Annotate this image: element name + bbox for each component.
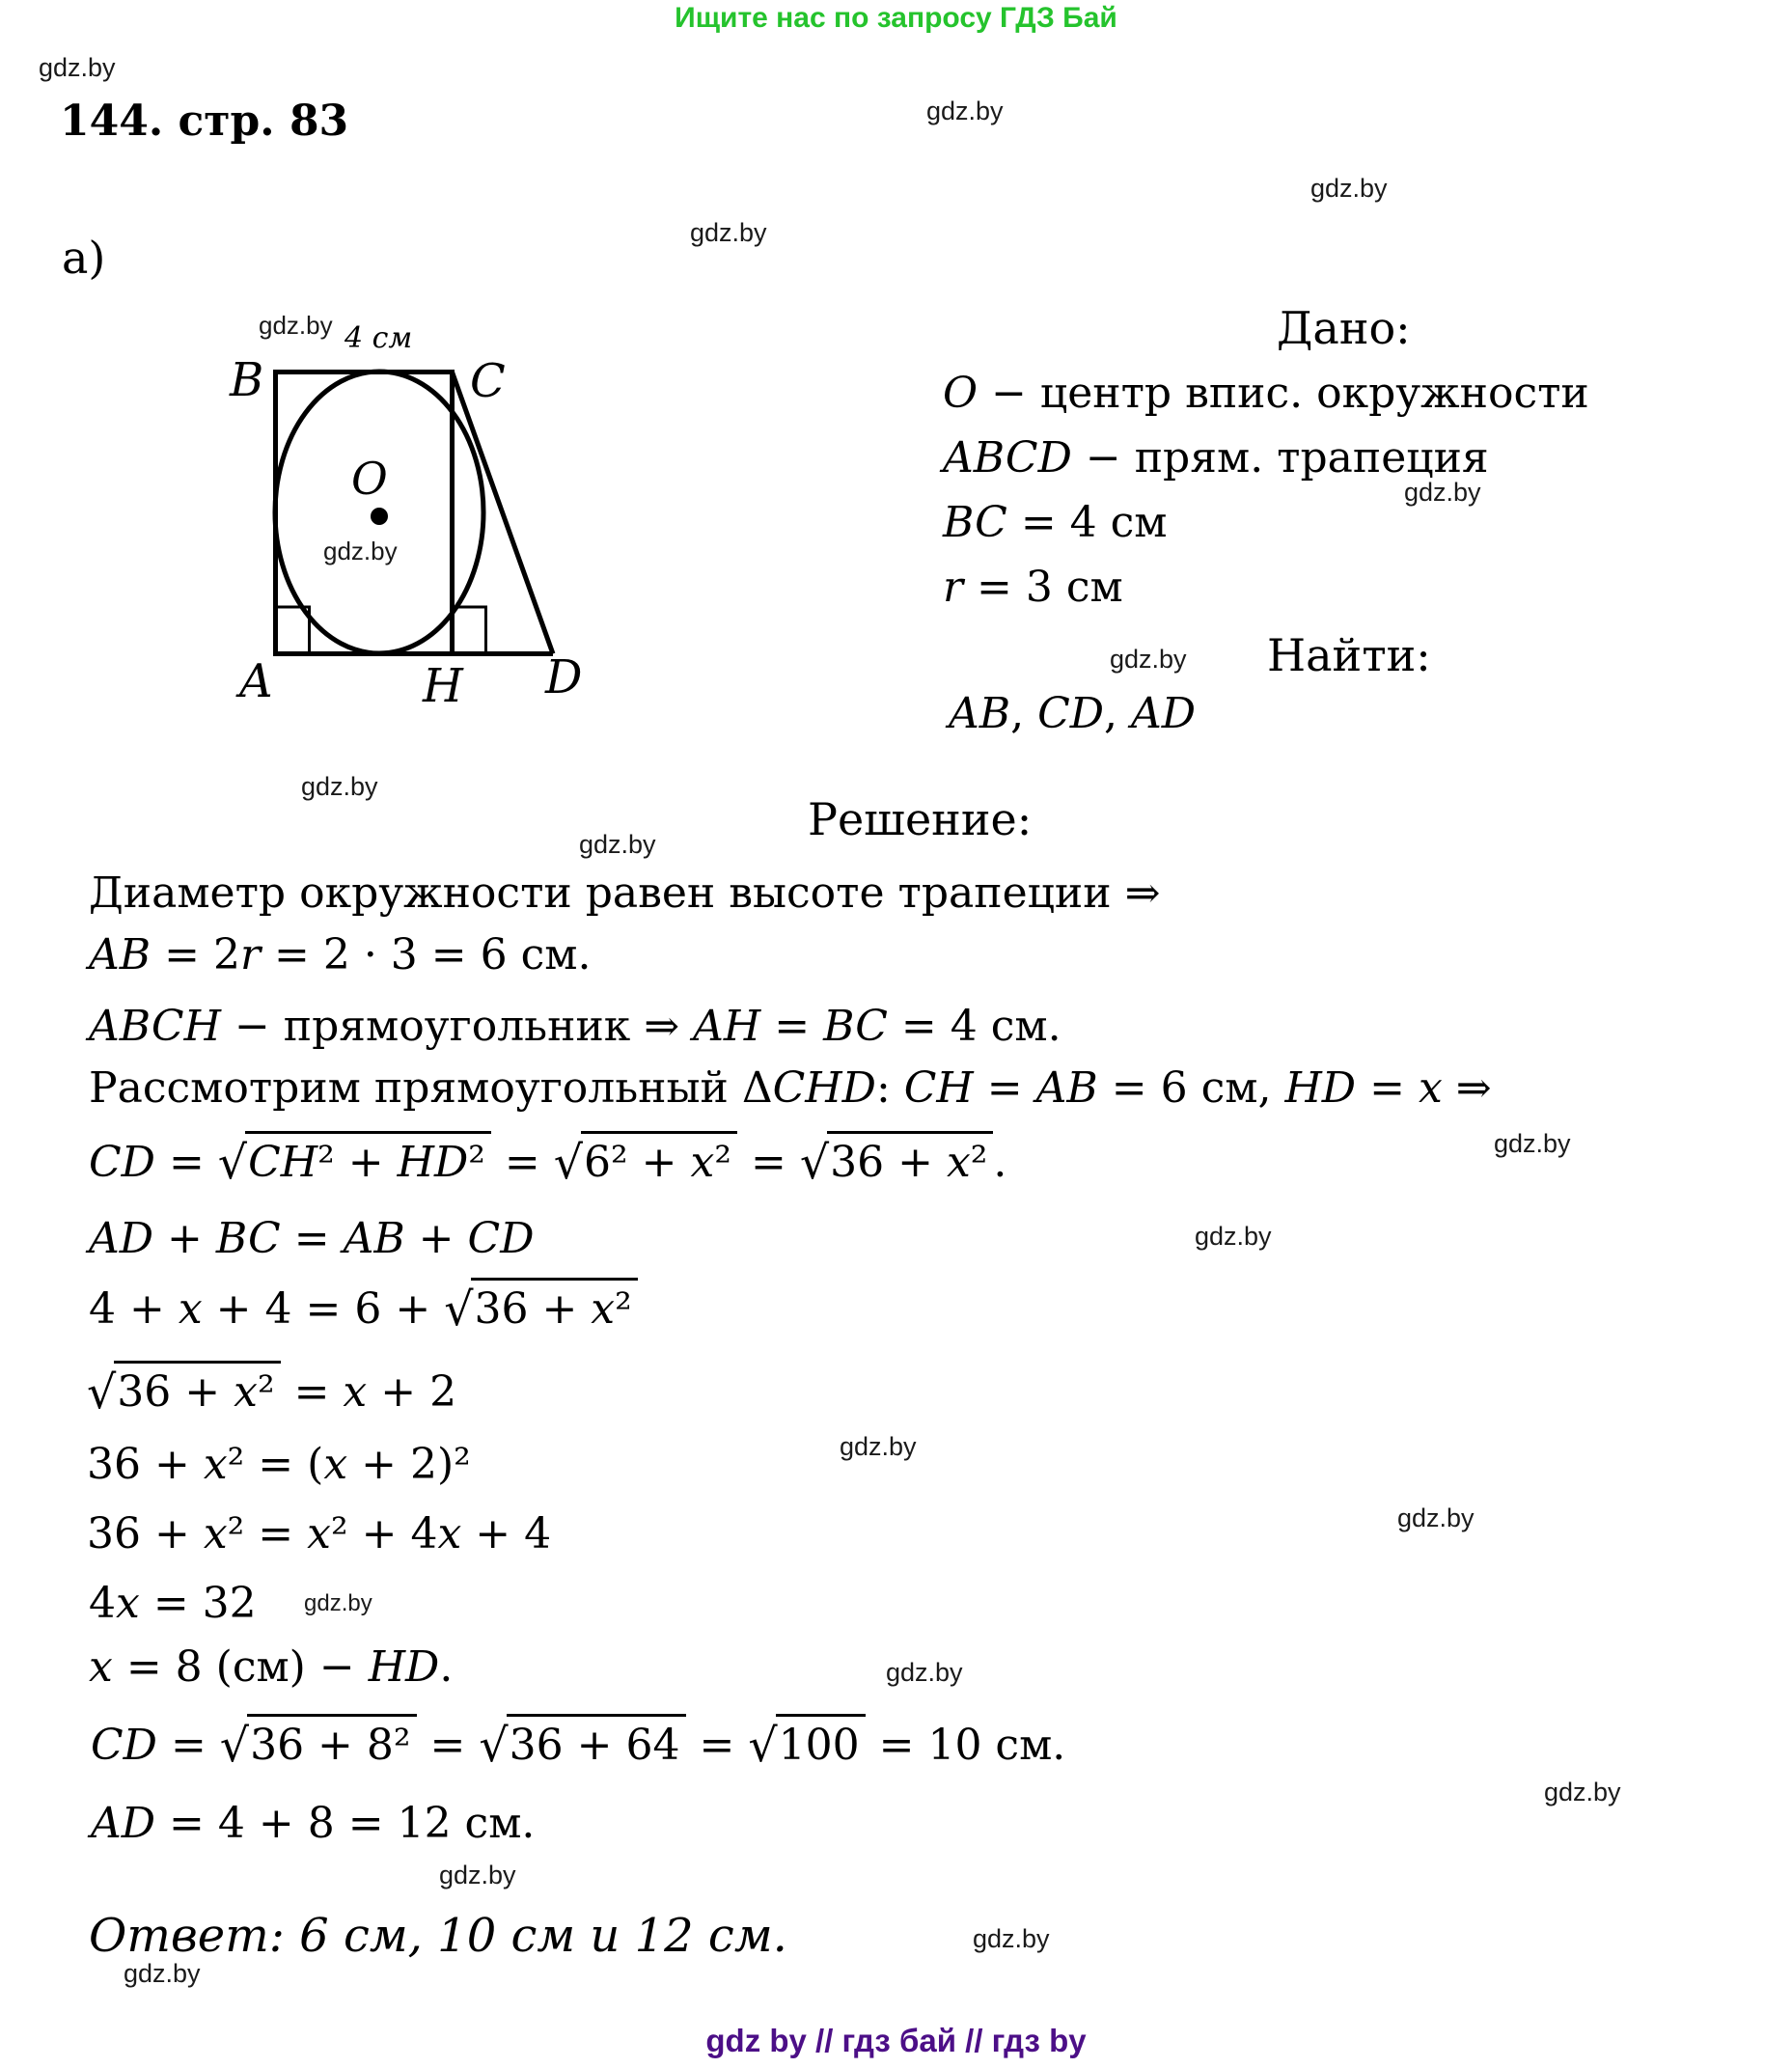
given-line: r = 3 см <box>943 563 1123 612</box>
watermark: gdz.by <box>124 1959 201 1988</box>
solution-line: AB = 2r = 2 · 3 = 6 см. <box>89 930 592 979</box>
watermark: gdz.by <box>1404 478 1481 507</box>
page-title: 144. стр. 83 <box>60 97 349 146</box>
given-heading: Дано: <box>1277 302 1411 354</box>
side-cd <box>453 372 554 654</box>
find-heading: Найти: <box>1267 629 1431 681</box>
watermark: gdz.by <box>886 1658 963 1687</box>
vertex-label-d: D <box>545 650 583 704</box>
footer-links: gdz by // гдз бай // гдз by <box>705 2023 1087 2058</box>
center-point <box>371 508 388 525</box>
promo-banner: Ищите нас по запросу ГДЗ Бай <box>675 2 1117 34</box>
top-side-length-label: 4 см <box>345 321 413 355</box>
watermark: gdz.by <box>301 772 378 801</box>
solution-line: ABCH − прямоугольник ⇒ AH = BC = 4 см. <box>89 1002 1061 1051</box>
solution-line: 4 + x + 4 = 6 + √36 + x² <box>89 1278 638 1338</box>
solution-line: 36 + x² = (x + 2)² <box>87 1440 471 1489</box>
watermark: gdz.by <box>1110 645 1187 674</box>
find-line: AB, CD, AD <box>949 689 1197 738</box>
watermark: gdz.by <box>1195 1222 1272 1251</box>
watermark: gdz.by <box>973 1924 1050 1953</box>
watermark: gdz.by <box>840 1432 917 1461</box>
watermark: gdz.by <box>39 53 116 82</box>
solution-line: Рассмотрим прямоугольный ΔCHD: CH = AB = 6 см, HD = x ⇒ <box>89 1063 1492 1113</box>
solution-line: CD = √36 + 8² = √36 + 64 = √100 = 10 см. <box>91 1714 1065 1775</box>
watermark: gdz.by <box>1544 1778 1621 1806</box>
center-label-o: O <box>351 453 388 505</box>
watermark: gdz.by <box>259 311 333 340</box>
solution-heading: Решение: <box>808 793 1033 845</box>
solution-line: 4x = 32 <box>89 1579 257 1628</box>
watermark: gdz.by <box>1397 1503 1475 1532</box>
solution-line: CD = √CH² + HD² = √6² + x² = √36 + x² . <box>89 1131 1006 1192</box>
given-line: BC = 4 см <box>943 498 1168 547</box>
part-label: а) <box>62 232 106 284</box>
watermark: gdz.by <box>926 97 1004 125</box>
watermark: gdz.by <box>1310 174 1388 203</box>
solution-line: AD = 4 + 8 = 12 см. <box>91 1799 536 1848</box>
solution-line: x = 8 (см) − HD. <box>89 1642 454 1692</box>
watermark: gdz.by <box>1494 1129 1571 1158</box>
solution-line: √36 + x² = x + 2 <box>87 1361 456 1421</box>
watermark: gdz.by <box>304 1590 372 1616</box>
solution-line: 36 + x² = x² + 4x + 4 <box>87 1509 552 1558</box>
watermark: gdz.by <box>690 218 767 247</box>
geometry-figure <box>145 270 627 733</box>
given-line: ABCD − прям. трапеция <box>943 433 1489 483</box>
watermark: gdz.by <box>579 830 656 859</box>
answer-line: Ответ: 6 см, 10 см и 12 см. <box>89 1909 787 1963</box>
right-angle-mark-h <box>453 607 486 653</box>
vertex-label-b: B <box>230 353 264 407</box>
vertex-label-a: A <box>239 654 273 708</box>
watermark: gdz.by <box>439 1861 516 1889</box>
vertex-label-c: C <box>470 354 506 408</box>
given-line: O − центр впис. окружности <box>943 369 1589 418</box>
solution-line: AD + BC = AB + CD <box>89 1214 535 1263</box>
solution-line: Диаметр окружности равен высоте трапеции ⇒ <box>89 869 1161 918</box>
watermark: gdz.by <box>323 537 398 565</box>
vertex-label-h: H <box>423 659 463 713</box>
